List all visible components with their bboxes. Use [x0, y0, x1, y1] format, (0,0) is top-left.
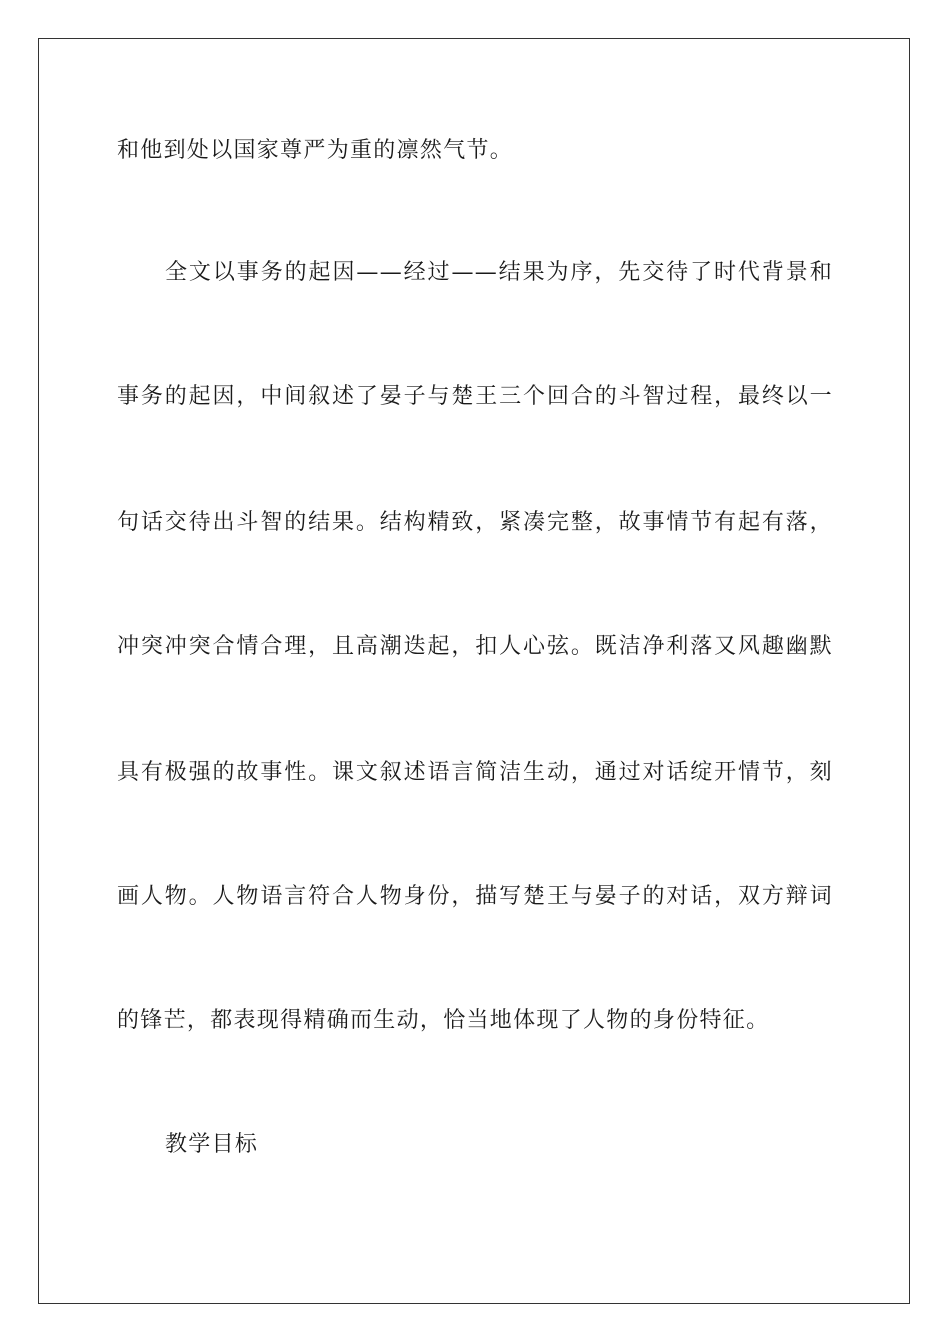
- text-line-1: 和他到处以国家尊严为重的凛然气节。: [117, 138, 514, 163]
- text-line-2: 全文以事务的起因——经过——结果为序，先交待了时代背景和: [165, 260, 833, 285]
- text-line-5: 冲突冲突合情合理，且高潮迭起，扣人心弦。既洁净利落又风趣幽默: [117, 634, 833, 659]
- section-heading: 教学目标: [165, 1132, 259, 1157]
- text-line-3: 事务的起因，中间叙述了晏子与楚王三个回合的斗智过程，最终以一: [117, 384, 833, 409]
- text-line-7: 画人物。人物语言符合人物身份，描写楚王与晏子的对话，双方辩词: [117, 884, 833, 909]
- text-line-6: 具有极强的故事性。课文叙述语言简洁生动，通过对话绽开情节，刻: [117, 760, 833, 785]
- text-line-8: 的锋芒，都表现得精确而生动，恰当地体现了人物的身份特征。: [117, 1008, 770, 1033]
- page-frame: [38, 38, 910, 1304]
- text-line-4: 句话交待出斗智的结果。结构精致，紧凑完整，故事情节有起有落，: [117, 510, 833, 535]
